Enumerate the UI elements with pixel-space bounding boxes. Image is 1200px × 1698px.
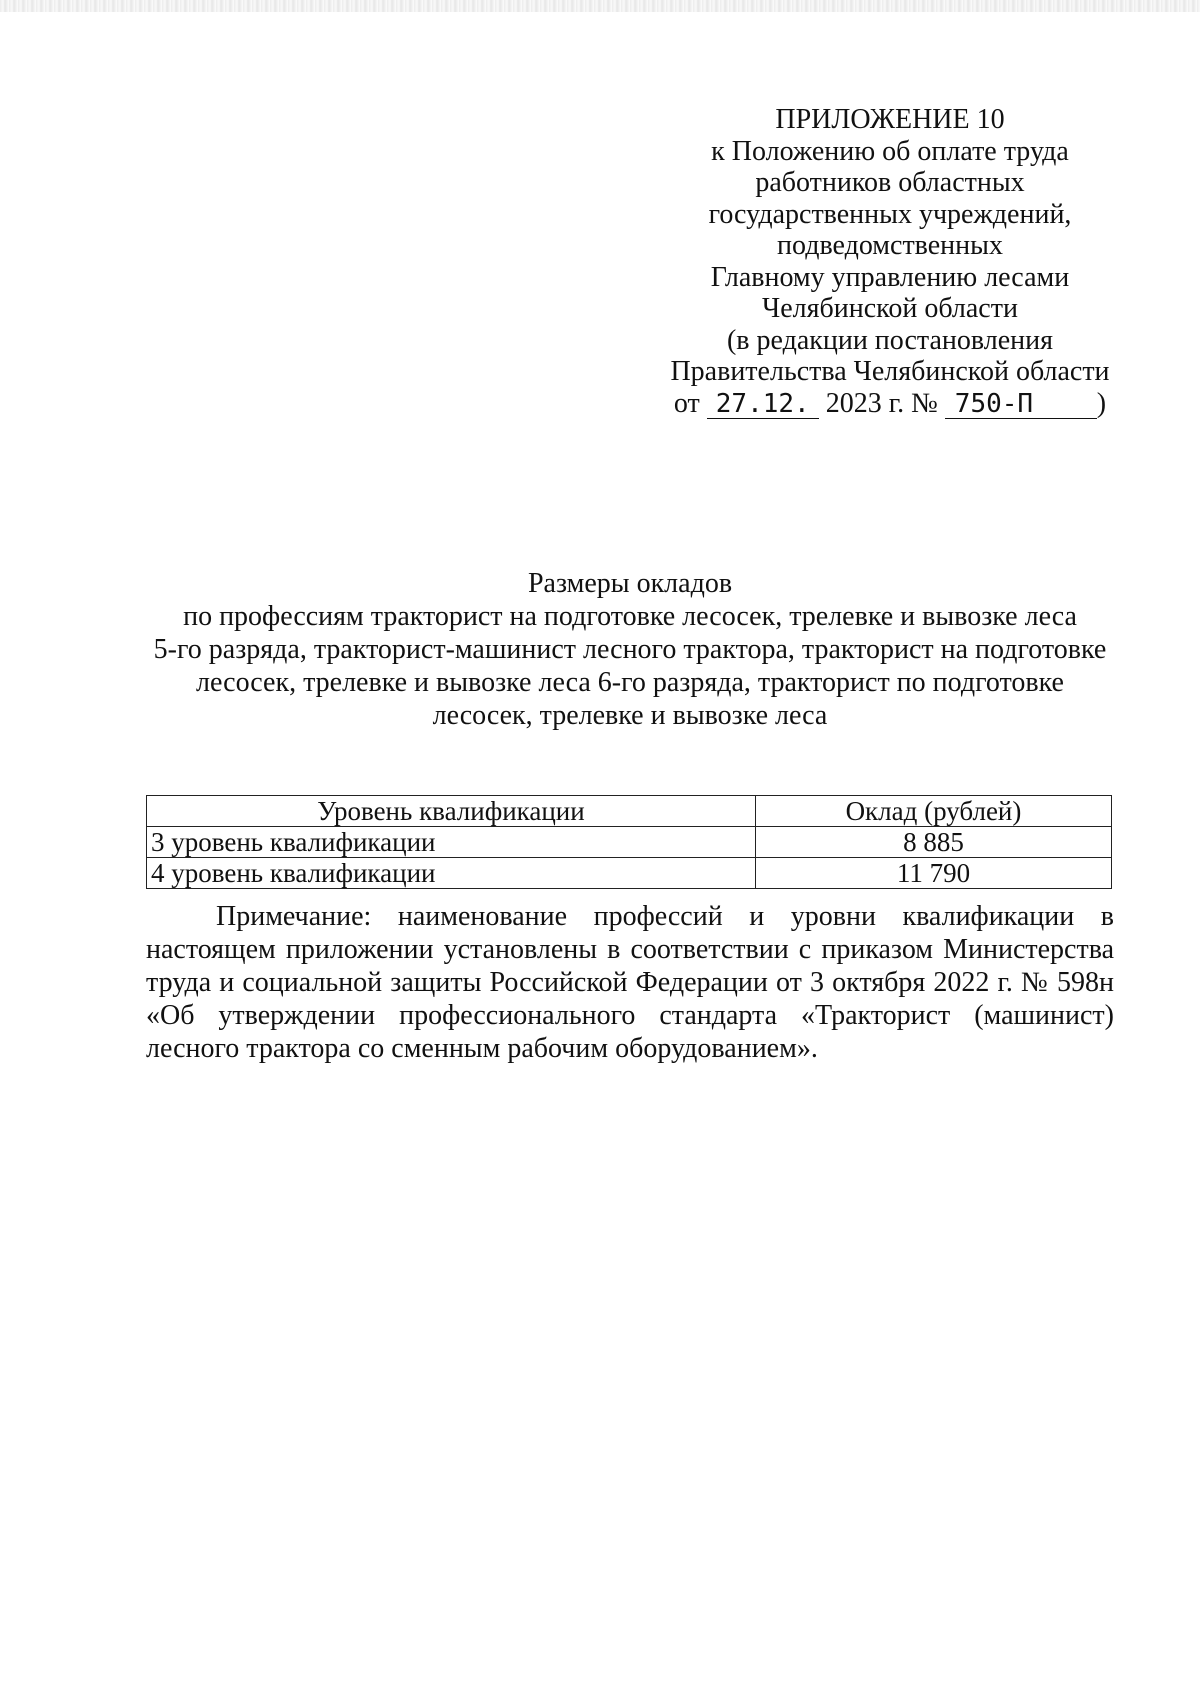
salary-table: [146, 795, 1112, 889]
appendix-line: к Положению об оплате труда: [711, 135, 1069, 167]
header-level: Уровень квалификации: [147, 796, 756, 827]
date-prefix: от: [673, 387, 700, 419]
note-line: лесного трактора со сменным рабочим оборудованием».: [146, 1033, 818, 1064]
closing-paren: ): [1096, 387, 1107, 419]
cell-level: 4 уровень квалификации: [147, 858, 756, 889]
note-line: «Об утверждении профессионального стандарта «Тракторист (машинист): [146, 1000, 1114, 1031]
title-line: лесосек, трелевке и вывозке леса: [432, 700, 828, 731]
scan-edge: [0, 0, 1200, 12]
note-line: труда и социальной защиты Российской Федерации от 3 октября 2022 г. № 598н: [146, 967, 1114, 998]
number-field: 750-П: [945, 390, 1097, 419]
appendix-title: ПРИЛОЖЕНИЕ 10: [775, 104, 1005, 135]
cell-salary: 8 885: [755, 827, 1111, 858]
appendix-line: подведомственных: [777, 230, 1003, 261]
header-salary: Оклад (рублей): [755, 796, 1111, 827]
appendix-header: [660, 104, 1120, 419]
title-line: лесосек, трелевке и вывозке леса 6-го разряда, тракторист по подготовке: [196, 667, 1064, 698]
note-line: Примечание: наименование профессий и уровни квалификации в: [216, 901, 1114, 932]
table-header-row: [147, 796, 1112, 827]
note-paragraph: [146, 900, 1114, 1065]
appendix-line: Главному управлению лесами: [710, 261, 1070, 293]
appendix-line: Челябинской области: [762, 293, 1018, 324]
note-line: настоящем приложении установлены в соответствии с приказом Министерства: [146, 934, 1114, 965]
cell-salary: 11 790: [755, 858, 1111, 889]
cell-level: 3 уровень квалификации: [147, 827, 756, 858]
title-heading: Размеры окладов: [527, 568, 733, 599]
table-row: [147, 858, 1112, 889]
table-row: [147, 827, 1112, 858]
title-line: 5-го разряда, тракторист-машинист лесного трактора, тракторист на подготовке: [153, 634, 1107, 665]
document-title: [140, 567, 1120, 732]
date-field: 27.12.: [707, 390, 819, 419]
resolution-date-line: [660, 388, 1120, 420]
year-text: 2023 г. №: [825, 387, 938, 419]
appendix-line: государственных учреждений,: [708, 198, 1072, 230]
title-line: по профессиям тракторист на подготовке лесосек, трелевке и вывозке леса: [183, 601, 1077, 632]
appendix-line: Правительства Челябинской области: [670, 356, 1110, 387]
appendix-line: (в редакции постановления: [726, 324, 1054, 356]
appendix-line: работников областных: [755, 167, 1025, 198]
